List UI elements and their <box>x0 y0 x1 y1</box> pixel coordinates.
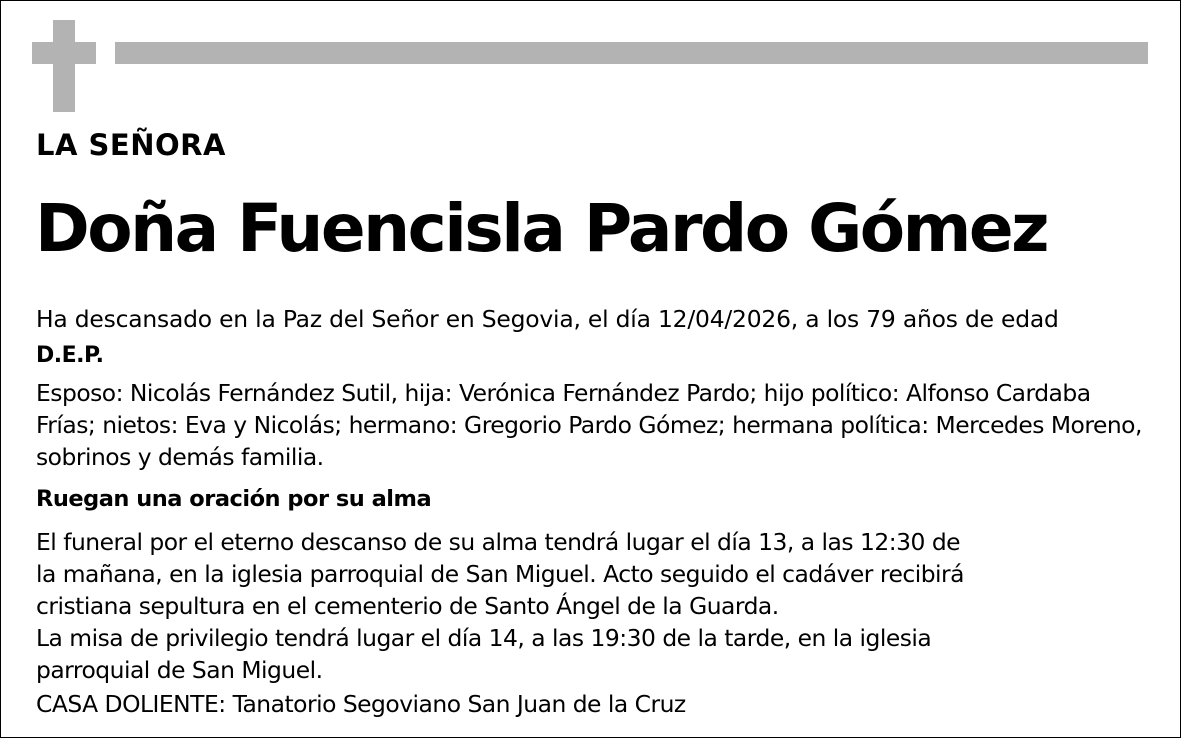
family-list: Esposo: Nicolás Fernández Sutil, hija: Verónica Fernández Pardo; hijo político: Alfonso Cardaba Frías; nietos: Eva y Nicolás; hermano: Gregorio Pardo Gómez; hermana política: Mercedes Moreno, sobrinos y demás familia. <box>36 379 1142 471</box>
title-label: LA SEÑORA <box>36 128 226 162</box>
header-divider-bar <box>115 42 1148 64</box>
prayer-request: Ruegan una oración por su alma <box>36 486 432 512</box>
deceased-name: Doña Fuencisla Pardo Gómez <box>35 190 1048 267</box>
death-announcement: Ha descansado en la Paz del Señor en Segovia, el día 12/04/2026, a los 79 años de edad <box>36 305 1059 333</box>
mourning-house: CASA DOLIENTE: Tanatorio Segoviano San Juan de la Cruz <box>36 690 686 718</box>
dep-label: D.E.P. <box>36 343 104 368</box>
cross-horizontal-bar <box>32 42 96 64</box>
cross-vertical-bar <box>53 20 75 112</box>
funeral-details: El funeral por el eterno descanso de su alma tendrá lugar el día 13, a las 12:30 de la mañana, en la iglesia parroquial de San Miguel. Acto seguido el cadáver recibirá cristiana sepultura en el cementerio de Santo Ángel de la Guarda. <box>36 528 964 620</box>
mass-details: La misa de privilegio tendrá lugar el día 14, a las 19:30 de la tarde, en la iglesia parroquial de San Miguel. <box>36 624 932 684</box>
